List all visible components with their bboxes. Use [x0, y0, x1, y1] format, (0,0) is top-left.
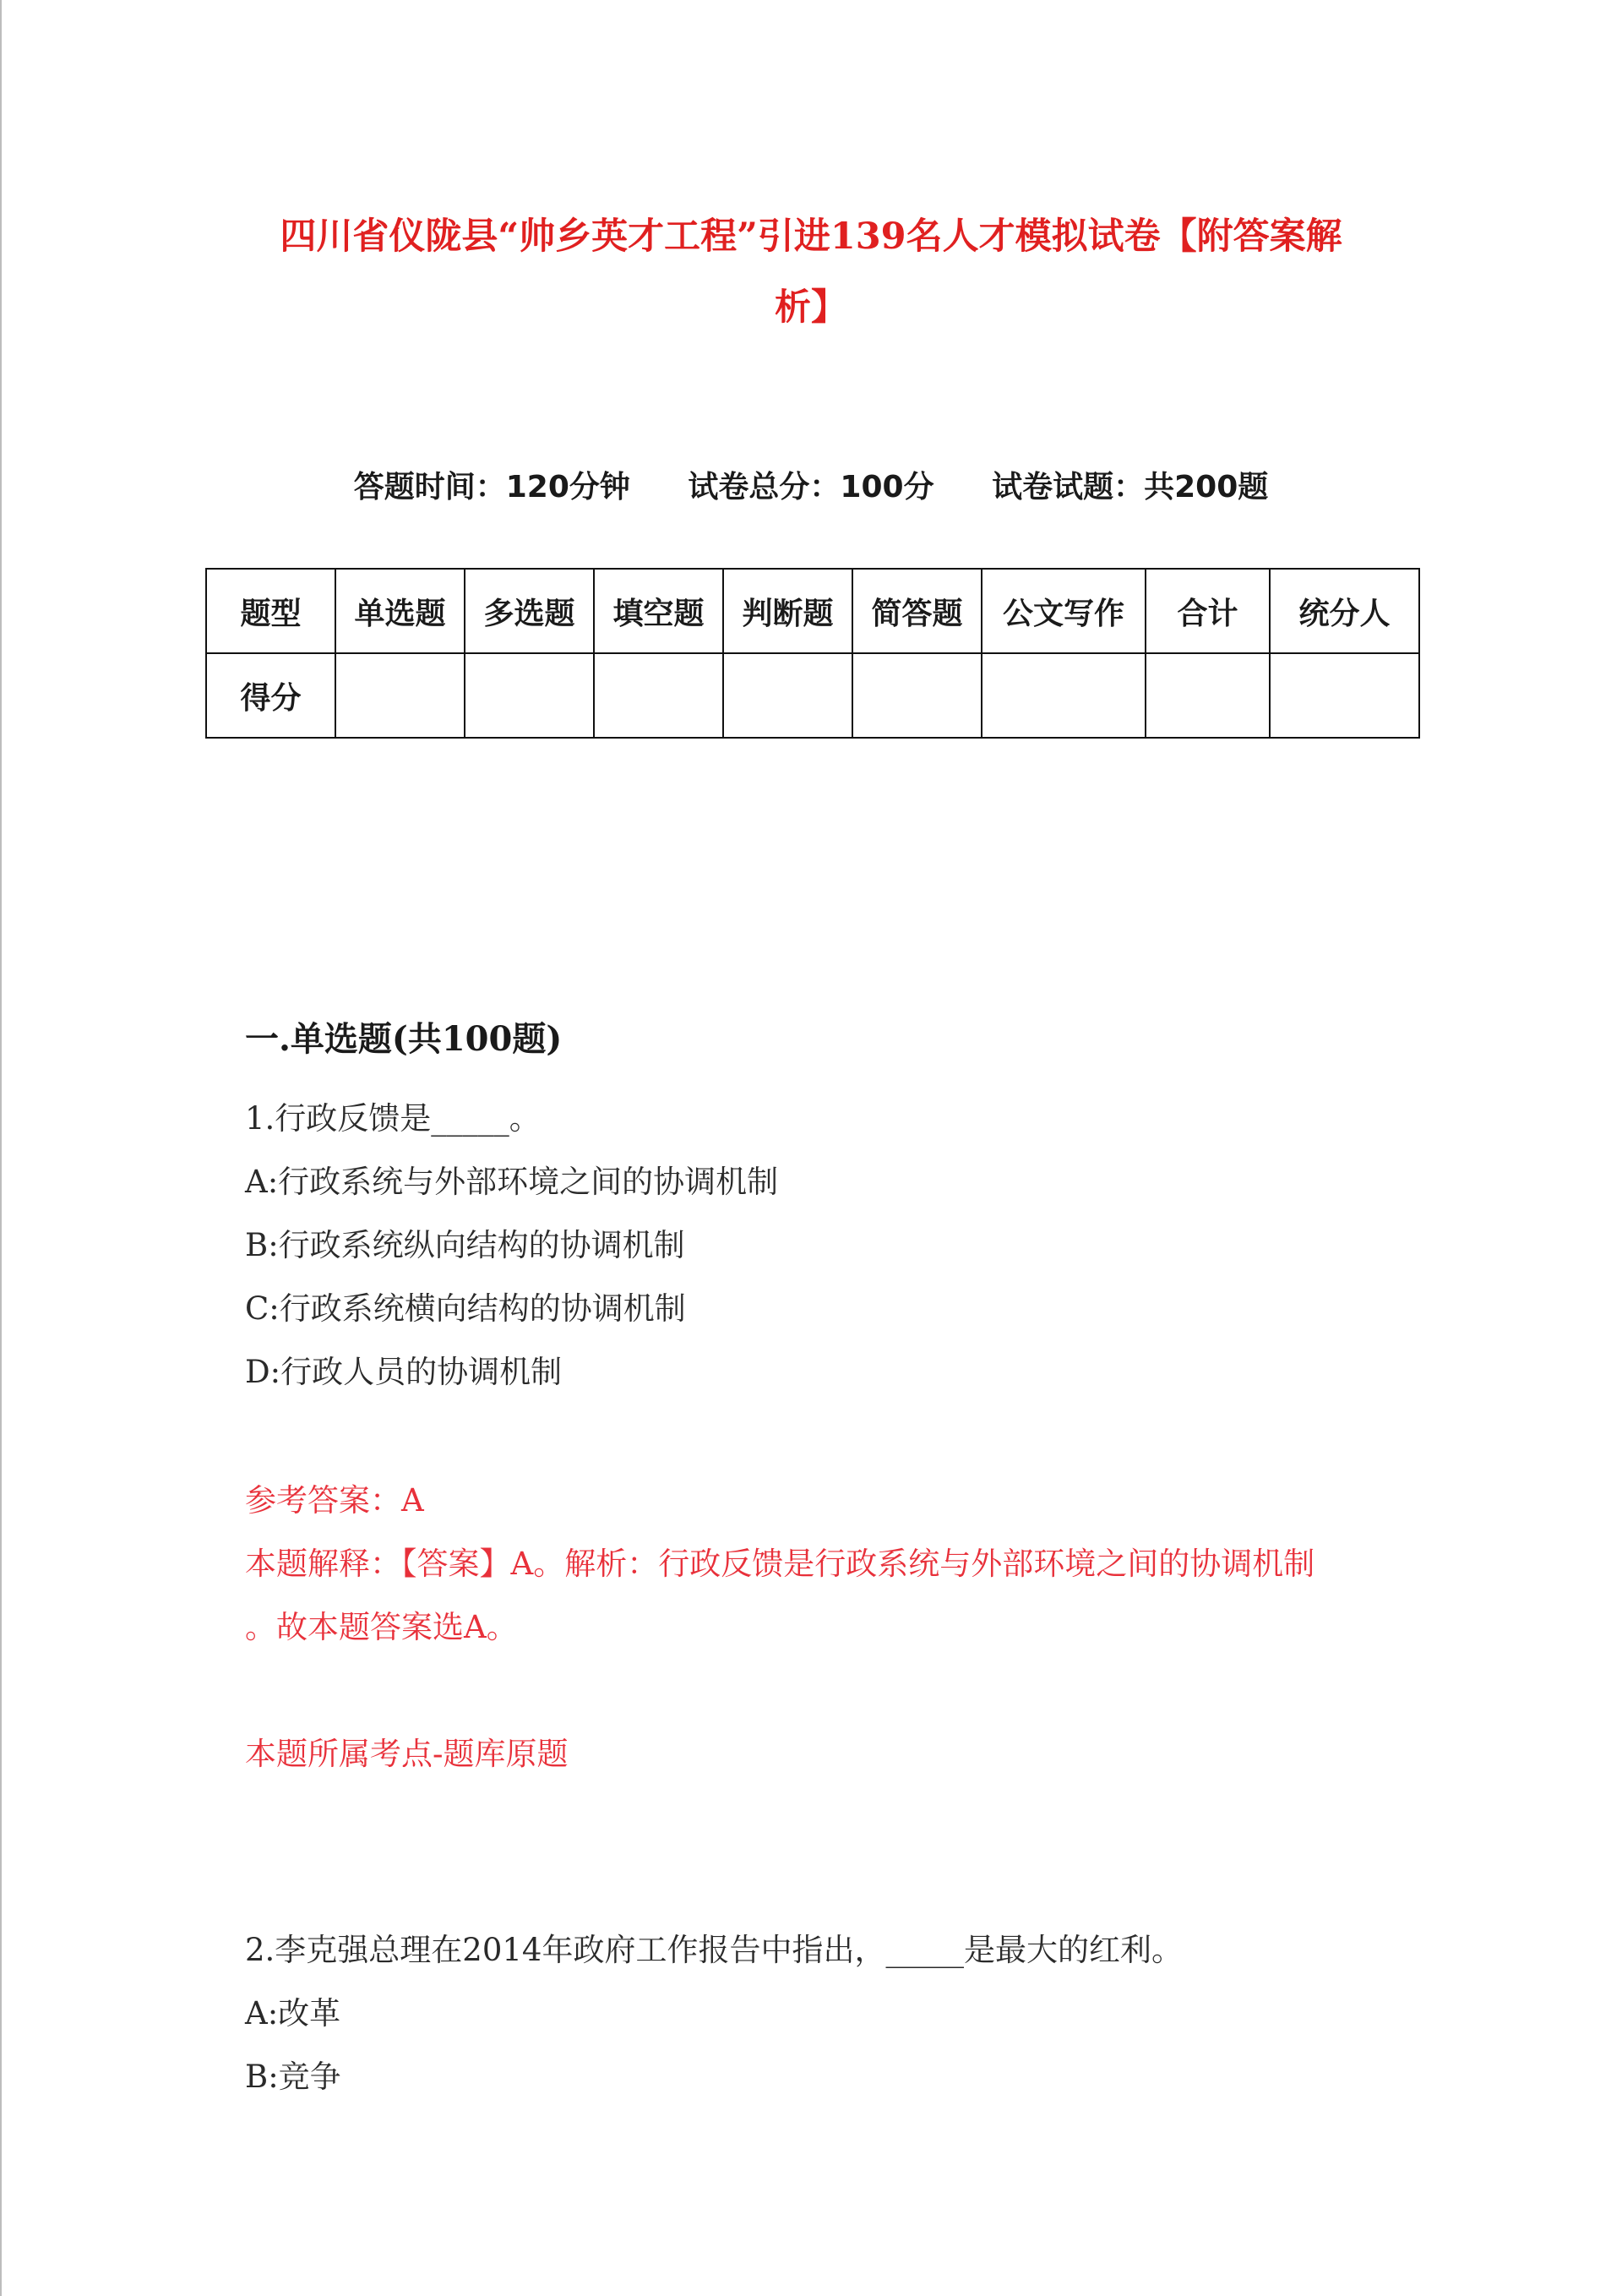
exam-meta — [0, 463, 1622, 506]
question-1-option-a: A:行政系统与外部环境之间的协调机制 — [245, 1164, 779, 1200]
score-table-header-cell: 题型 — [206, 569, 335, 653]
score-table-cell — [335, 653, 465, 738]
score-table-cell — [852, 653, 982, 738]
score-table-cell — [465, 653, 594, 738]
score-table-cell — [594, 653, 723, 738]
score-table-cell — [1270, 653, 1419, 738]
question-1-stem: 1.行政反馈是_____。 — [245, 1100, 541, 1137]
question-1-option-d: D:行政人员的协调机制 — [245, 1354, 563, 1390]
score-table-header-cell: 填空题 — [594, 569, 723, 653]
score-table-header-cell: 判断题 — [723, 569, 852, 653]
score-table-cell — [1146, 653, 1270, 738]
question-1-answer: 参考答案：A — [245, 1482, 424, 1519]
question-2-option-a: A:改革 — [245, 1995, 341, 2031]
exam-question-count: 试卷试题：共200题 — [992, 470, 1269, 504]
question-1-option-b: B:行政系统纵向结构的协调机制 — [245, 1227, 685, 1263]
score-table-header-cell: 公文写作 — [982, 569, 1146, 653]
document-title-line-2: 析】 — [775, 286, 847, 329]
score-table-header-cell: 单选题 — [335, 569, 465, 653]
page-edge — [0, 0, 2, 2296]
score-table-header-cell: 多选题 — [465, 569, 594, 653]
score-table-score-row — [206, 653, 1419, 738]
score-table — [205, 568, 1420, 739]
question-1-explanation-line-2: 。故本题答案选A。 — [245, 1609, 518, 1645]
score-table-header-row — [206, 569, 1419, 653]
question-1-option-c: C:行政系统横向结构的协调机制 — [245, 1290, 686, 1327]
question-1-source: 本题所属考点-题库原题 — [245, 1736, 569, 1772]
question-2-option-b: B:竞争 — [245, 2059, 341, 2095]
document-title — [203, 201, 1419, 343]
score-table-cell — [723, 653, 852, 738]
score-table-header-cell: 合计 — [1146, 569, 1270, 653]
score-table-cell — [982, 653, 1146, 738]
score-table-header-cell: 简答题 — [852, 569, 982, 653]
score-table-header-cell: 统分人 — [1270, 569, 1419, 653]
section-title: 一.单选题(共100题) — [245, 1019, 563, 1059]
document-title-line-1: 四川省仪陇县“帅乡英才工程”引进139名人才模拟试卷【附答案解 — [280, 215, 1342, 258]
exam-time: 答题时间：120分钟 — [353, 470, 630, 504]
question-1-explanation-line-1: 本题解释：【答案】A。解析：行政反馈是行政系统与外部环境之间的协调机制 — [245, 1546, 1315, 1582]
question-2-stem: 2.李克强总理在2014年政府工作报告中指出，_____是最大的红利。 — [245, 1932, 1183, 1968]
score-table-row-label: 得分 — [206, 653, 335, 738]
exam-total-score: 试卷总分：100分 — [688, 470, 934, 504]
